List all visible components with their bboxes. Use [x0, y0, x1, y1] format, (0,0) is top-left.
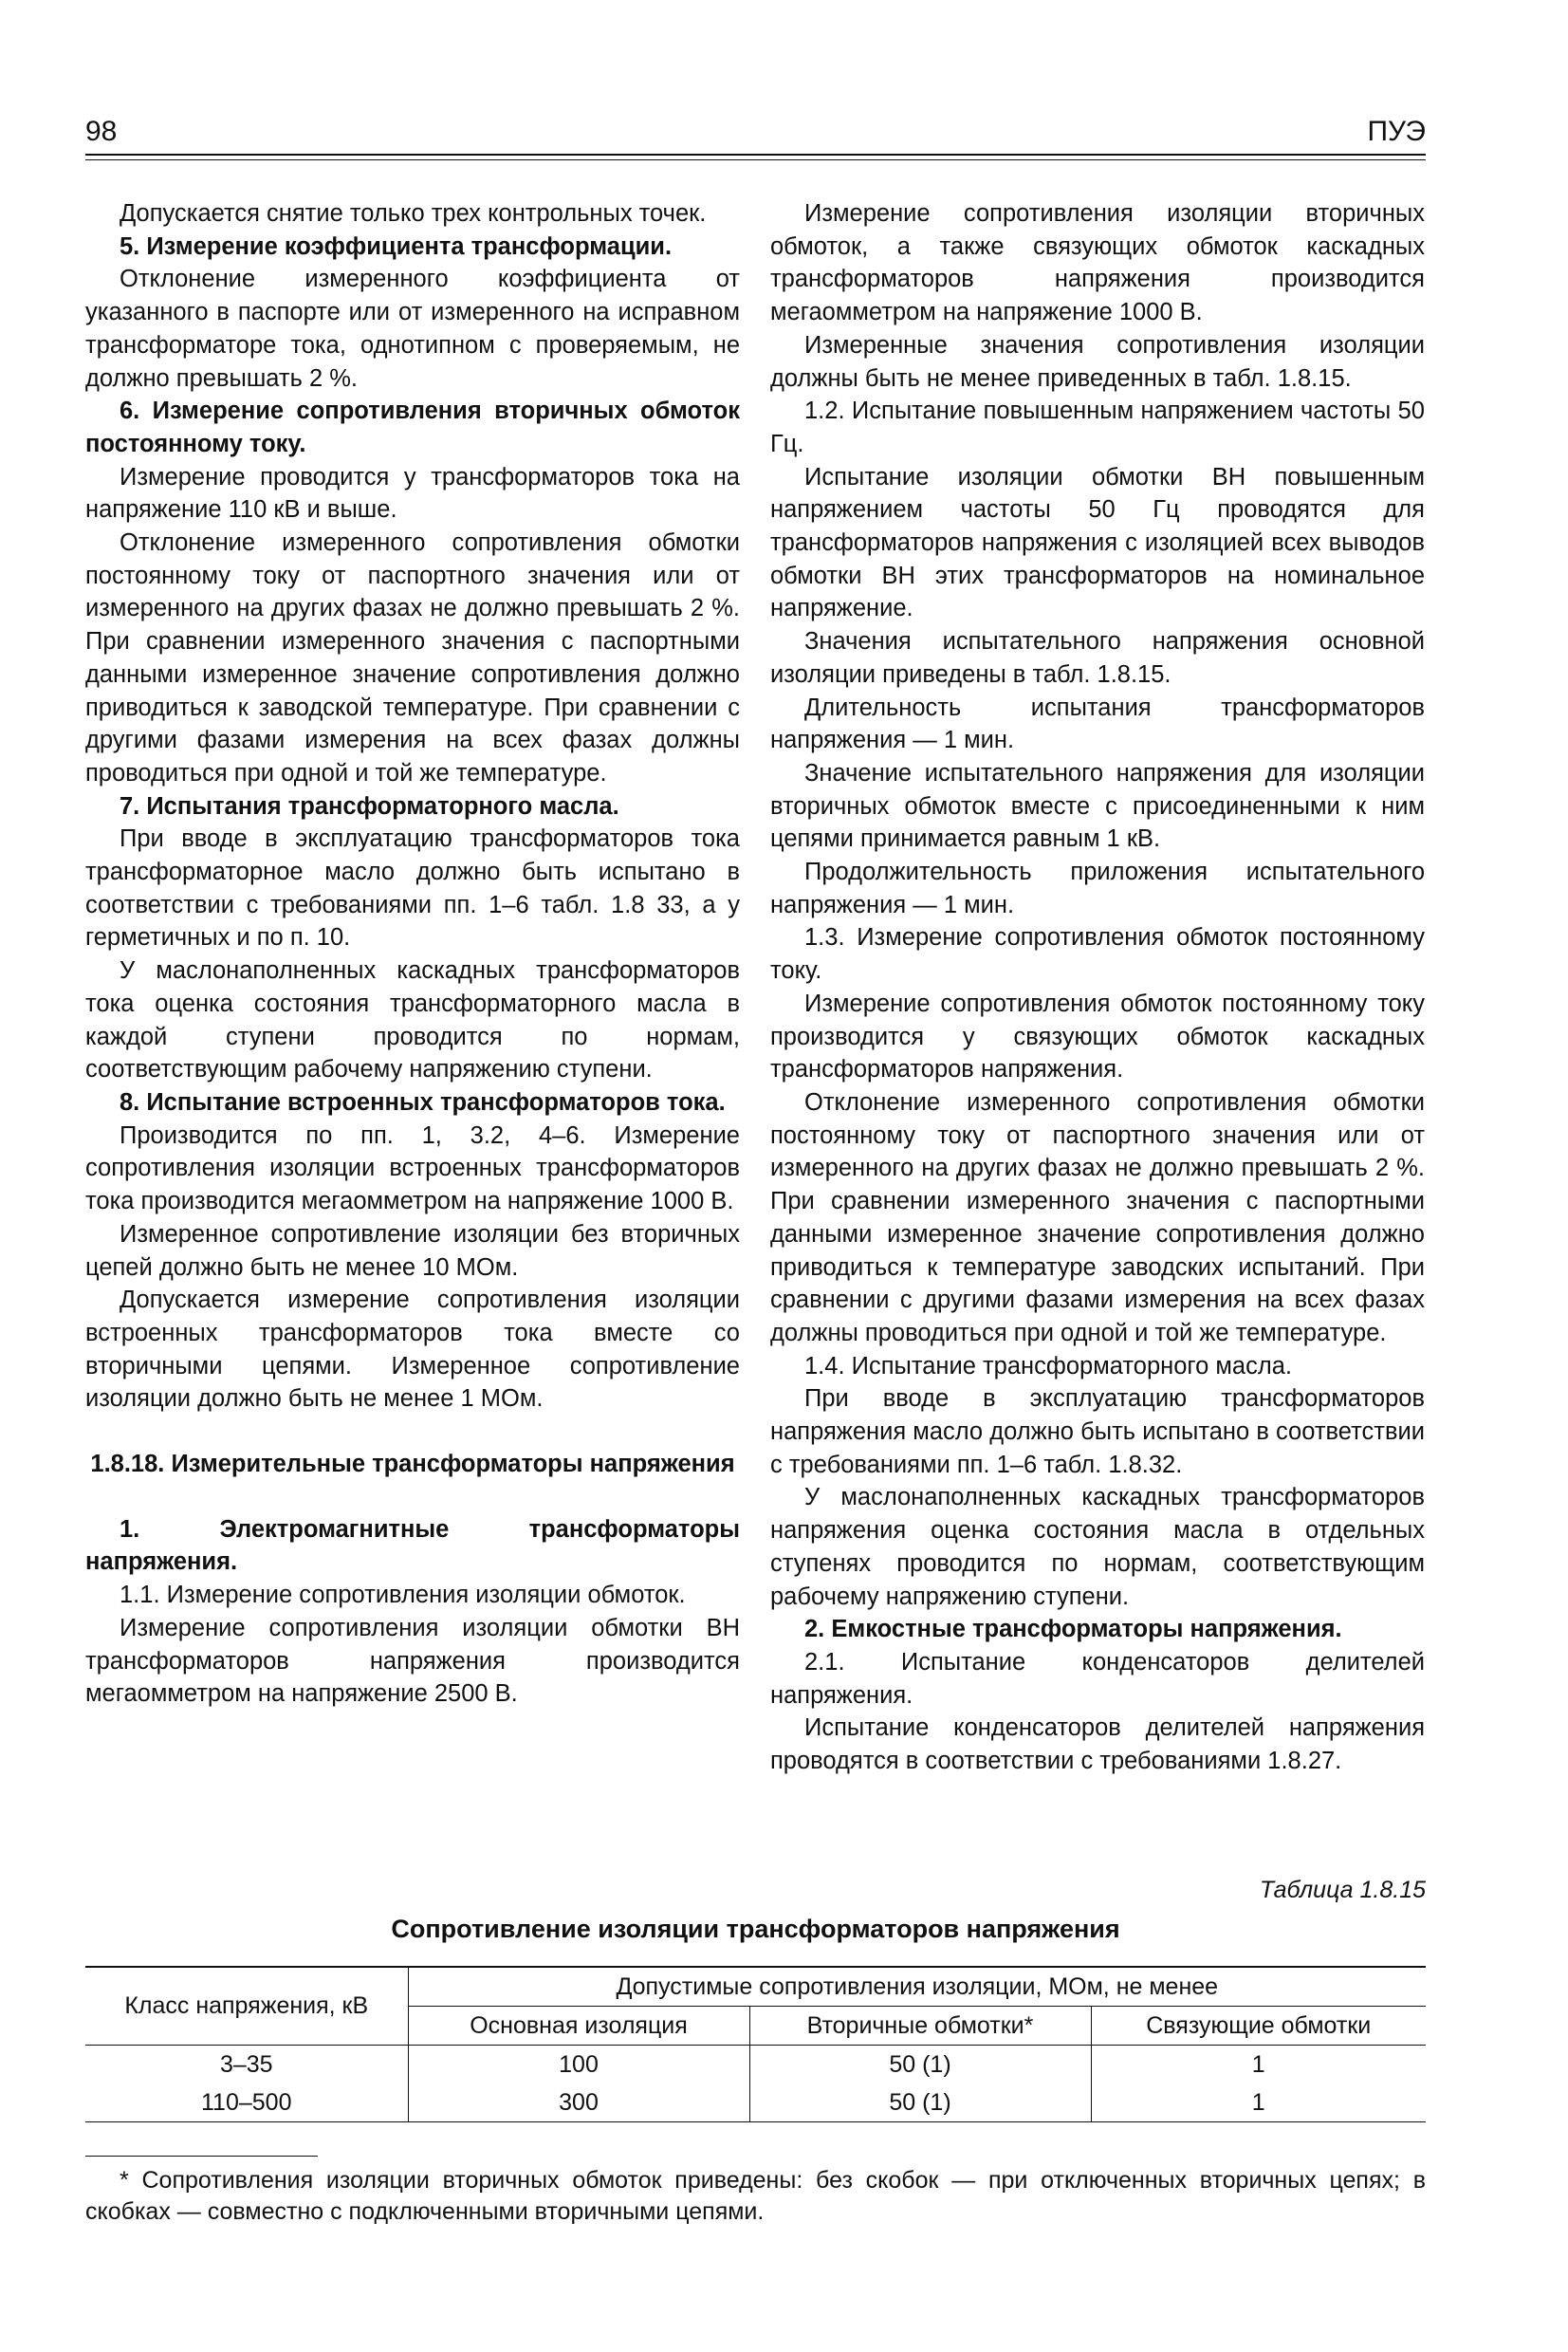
footnote: * Сопротивления изоляции вторичных обмоток приведены: без скобок — при отключенных вторичных цепях; в скобках — совместно с подключенными вторичными цепями. — [85, 2167, 1426, 2225]
paragraph: Измерение сопротивления изоляции вторичных обмоток, а также связующих обмоток каскадных трансформаторов напряжения производится мегаомметром на напряжение 1000 В. — [770, 200, 1425, 326]
paragraph: Допускается снятие только трех контрольных точек. — [120, 200, 707, 227]
subheader-secondary-windings: Вторичные обмотки* — [749, 2007, 1091, 2046]
paragraph: Измерение проводится у трансформаторов тока на напряжение 110 кВ и выше. — [85, 463, 740, 524]
header-voltage-class: Класс напряжения, кВ — [85, 1967, 408, 2046]
paragraph: Значение испытательного напряжения для изоляции вторичных обмоток вместе с присоединенными к ним цепями принимается равным 1 кВ. — [770, 759, 1425, 853]
paragraph: Длительность испытания трансформаторов напряжения — 1 мин. — [770, 694, 1425, 754]
paragraph: Измерение сопротивления изоляции обмотки ВН трансформаторов напряжения производится мегаомметром на напряжение 2500 В. — [85, 1614, 740, 1708]
table-row — [85, 2046, 1426, 2084]
section-heading: 8. Испытание встроенных трансформаторов тока. — [120, 1088, 726, 1116]
table-title: Сопротивление изоляции трансформаторов напряжения — [391, 1915, 1120, 1943]
table-cell: 100 — [408, 2046, 749, 2084]
insulation-table — [85, 1966, 1426, 2122]
right-column — [770, 197, 1425, 1778]
paragraph: Допускается измерение сопротивления изоляции встроенных трансформаторов тока вместе со вторичными цепями. Измеренное сопротивление изоляции должно быть не менее 1 МОм. — [85, 1287, 740, 1413]
table-cell: 1 — [1091, 2083, 1426, 2122]
table-caption: Таблица 1.8.15 — [1259, 1877, 1426, 1903]
section-heading: 5. Измерение коэффициента трансформации. — [120, 232, 673, 260]
subheader-main-insulation: Основная изоляция — [408, 2007, 749, 2046]
header-rule — [85, 154, 1426, 156]
page-number: 98 — [85, 116, 118, 147]
left-column — [85, 197, 740, 1711]
paragraph: Производится по пп. 1, 3.2, 4–6. Измерение сопротивления изоляции встроенных трансформаторов тока производится мегаомметром на напряжение 1000 В. — [85, 1121, 740, 1215]
section-heading: 6. Измерение сопротивления вторичных обмоток постоянному току. — [85, 398, 740, 457]
paragraph: Измеренные значения сопротивления изоляции должны быть не менее приведенных в табл. 1.8.15. — [770, 331, 1425, 392]
paragraph: Испытание конденсаторов делителей напряжения проводятся в соответствии с требованиями 1.8.27. — [770, 1714, 1425, 1775]
paragraph: Отклонение измеренного сопротивления обмотки постоянному току от паспортного значения или от измеренного на других фазах не должно превышать 2 %. При сравнении измеренного значения с паспортными данными измеренное значение сопротивления должно приводиться к заводской температуре. При сравнении с другими фазами измерения на всех фазах должны проводиться при одной и той же температуре. — [85, 529, 740, 787]
header-resistance-group: Допустимые сопротивления изоляции, МОм, не менее — [408, 1967, 1426, 2007]
paragraph: Продолжительность приложения испытательного напряжения — 1 мин. — [770, 859, 1425, 918]
paragraph: У маслонаполненных каскадных трансформаторов тока оценка состояния трансформаторного масла в каждой ступени проводится по нормам, соответствующим рабочему напряжению ступени. — [85, 957, 740, 1083]
table-cell: 50 (1) — [749, 2083, 1091, 2122]
paragraph: 1.1. Измерение сопротивления изоляции обмоток. — [120, 1582, 686, 1609]
table-cell: 110–500 — [85, 2083, 408, 2122]
table-cell: 300 — [408, 2083, 749, 2122]
paragraph: Испытание изоляции обмотки ВН повышенным напряжением частоты 50 Гц проводятся для трансформаторов напряжения с изоляцией всех выводов обмотки ВН этих трансформаторов на номинальное напряжение. — [770, 463, 1425, 622]
paragraph: Отклонение измеренного коэффициента от указанного в паспорте или от измеренного на исправном трансформаторе тока, однотипном с проверяемым, не должно превышать 2 %. — [85, 266, 740, 392]
footnote-rule — [85, 2156, 318, 2157]
paragraph: 1.2. Испытание повышенным напряжением частоты 50 Гц. — [770, 398, 1425, 457]
paragraph: При вводе в эксплуатацию трансформаторов напряжения масло должно быть испытано в соответствии с требованиями пп. 1–6 табл. 1.8.32. — [770, 1385, 1425, 1478]
section-heading: 2. Емкостные трансформаторы напряжения. — [804, 1616, 1342, 1643]
paragraph: Отклонение измеренного сопротивления обмотки постоянному току от паспортного значения или от измеренного на других фазах не должно превышать 2 %. При сравнении измеренного значения с паспортными данными измеренное значение сопротивления должно приводиться к температуре заводских испытаний. При сравнении с другими фазами измерения на всех фазах должны проводиться при одной и той же температуре. — [770, 1088, 1425, 1346]
paragraph: Значения испытательного напряжения основной изоляции приведены в табл. 1.8.15. — [770, 628, 1425, 688]
table-cell: 50 (1) — [749, 2046, 1091, 2084]
paragraph: При вводе в эксплуатацию трансформаторов тока трансформаторное масло должно быть испытано в соответствии с требованиями пп. 1–6 табл. 1.8 33, а у герметичных и по п. 10. — [85, 825, 740, 952]
section-heading: 1. Электромагнитные трансформаторы напряжения. — [85, 1515, 740, 1576]
paragraph: Измерение сопротивления обмоток постоянному току производится у связующих обмоток каскадных трансформаторов напряжения. — [770, 990, 1425, 1083]
paragraph: Измеренное сопротивление изоляции без вторичных цепей должно быть не менее 10 МОм. — [85, 1220, 740, 1281]
table-cell: 1 — [1091, 2046, 1426, 2084]
table-cell: 3–35 — [85, 2046, 408, 2084]
header-rule-thin — [85, 159, 1426, 160]
paragraph: 2.1. Испытание конденсаторов делителей напряжения. — [770, 1648, 1425, 1709]
chapter-heading: 1.8.18. Измерительные трансформаторы напряжения — [90, 1451, 735, 1478]
table-row — [85, 2083, 1426, 2122]
section-heading: 7. Испытания трансформаторного масла. — [120, 792, 619, 820]
paragraph: 1.4. Испытание трансформаторного масла. — [804, 1352, 1293, 1380]
subheader-coupling-windings: Связующие обмотки — [1091, 2007, 1426, 2046]
paragraph: 1.3. Измерение сопротивления обмоток постоянному току. — [770, 924, 1425, 985]
running-title: ПУЭ — [1367, 116, 1426, 147]
paragraph: У маслонаполненных каскадных трансформаторов напряжения оценка состояния масла в отдельных ступенях проводится по нормам, соответствующим рабочему напряжению ступени. — [770, 1484, 1425, 1610]
